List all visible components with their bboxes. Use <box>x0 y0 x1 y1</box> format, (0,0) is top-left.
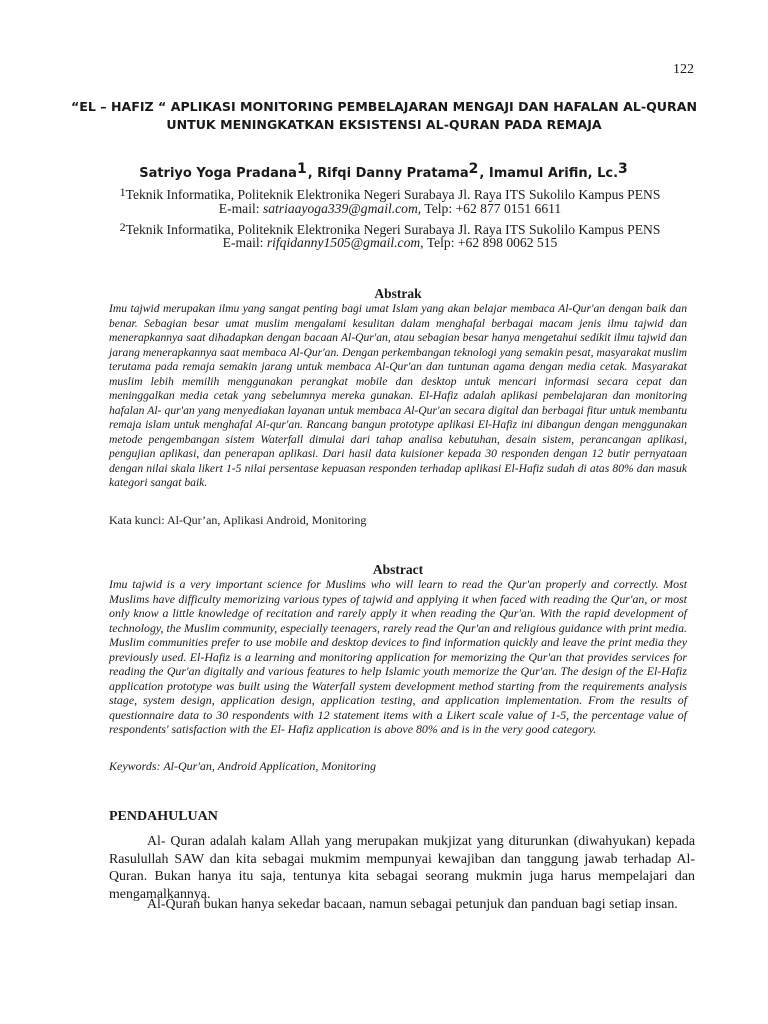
intro-paragraph-1: Al- Quran adalah kalam Allah yang merupakan mukjizat yang diturunkan (diwahyukan) kepada Rasulullah SAW dan kita sebagai mukmim mempunyai kewajiban dan tanggung jawab terhadap Al-Quran. Bukan hanya itu saja, tentunya kita sebagai seorang mukmin juga harus mempelajari dan mengamalkannya. <box>109 834 695 902</box>
author-name: Imamul Arifin, Lc. <box>488 166 619 181</box>
section-heading-pendahuluan: PENDAHULUAN <box>109 809 218 824</box>
email-label: E-mail: <box>218 201 263 216</box>
author-superscript: 1 <box>296 161 307 177</box>
title-line-1: “EL – HAFIZ “ APLIKASI MONITORING PEMBELAJARAN MENGAJI DAN HAFALAN AL-QURAN <box>70 99 698 114</box>
abstrak-heading: Abstrak <box>374 286 422 301</box>
email-address: satriaayoga339@gmail.com, <box>262 201 422 216</box>
abstract-body: Imu tajwid is a very important science for Muslims who will learn to read the Qur'an properly and correctly. Most Muslims have difficulty memorizing various types of tajwid and applying it when faced with reading the Qur'an, or most only know a little knowledge of recitation and rarely apply it when reading the Qur'an. With the rapid development of technology, the Muslim community, especially teenagers, rarely read the Qur'an and religious guidance with print media. Muslim communities prefer to use mobile and desktop devices to find information quickly and leave the print media they previously used. El-Hafiz is a learning and monitoring application for memorizing the Qur'an that provides services for reading the Qur'an digitally and various features to help Islamic youth memorize the Qur'an. The design of the El-Hafiz application prototype was built using the Waterfall system development method starting from the requirements analysis stage, system design, application design, application testing, and application implementation. From the results of questionnaire data to 30 respondents with 12 statement items with a Likert scale value of 1-5, the percentage value of respondents' satisfaction with the El- Hafiz application is above 80% and is in the very good category. <box>109 577 687 736</box>
phone-number: Telp: +62 877 0151 6611 <box>421 201 562 216</box>
author-separator: , <box>479 166 489 181</box>
contact-line-2 <box>80 235 700 251</box>
phone-number: Telp: +62 898 0062 515 <box>423 235 558 250</box>
page-number: 122 <box>673 62 694 77</box>
author-separator: , <box>307 166 318 181</box>
author-name: Rifqi Danny Pratama <box>317 166 469 181</box>
author-superscript: 2 <box>468 161 479 177</box>
affiliation-superscript: 2 <box>119 220 126 234</box>
title-line-2: UNTUK MENINGKATKAN EKSISTENSI AL-QURAN PADA REMAJA <box>166 117 602 132</box>
email-label: E-mail: <box>222 235 267 250</box>
affiliation-text: Teknik Informatika, Politeknik Elektronika Negeri Surabaya Jl. Raya ITS Sukolilo Kampus PENS <box>125 187 661 202</box>
abstrak-body: Imu tajwid merupakan ilmu yang sangat penting bagi umat Islam yang akan belajar membaca Al-Qur'an dengan baik dan benar. Sebagian besar umat muslim mengalami kesulitan dalam menghafal berbagai macam jenis ilmu tajwid dan menerapkannya saat dihadapkan dengan bacaan Al-Qur'an, atau sebagian besar hanya mengetahui sedikit ilmu tajwid dan jarang menerapkannya saat membaca Al-Qur'an. Dengan perkembangan teknologi yang semakin pesat, masyarakat muslim terutama pada remaja semakin jarang untuk membaca Al-Qur'an dan tuntunan agama dengan media cetak. Masyarakat muslim lebih memilih menggunakan perangkat mobile dan desktop untuk mencari informasi secara cepat dan meninggalkan media cetak yang sebelumnya mereka gunakan. El-Hafiz adalah aplikasi pembelajaran dan monitoring hafalan Al- qur'an yang menyediakan layanan untuk membaca Al-Qur'an secara digital dan berbagai fitur untuk membantu remaja islam untuk menghafal Al-qur'an. Rancang bangun prototype aplikasi El-Hafiz ini dibangun dengan menggunakan metode pengembangan sistem Waterfall dimulai dari tahap analisa kebutuhan, desain sistem, perancangan aplikasi, pengujian aplikasi, dan penerapan aplikasi. Dari hasil data kuisioner kepada 30 responden dengan 12 butir pernyataan dengan nilai skala likert 1-5 nilai persentase kepuasan responden terhadap aplikasi El-Hafiz sudah di atas 80% dan masuk kategori sangat baik. <box>109 302 687 489</box>
kata-kunci: Kata kunci: Al-Qur’an, Aplikasi Android, Monitoring <box>109 513 367 527</box>
keywords: Keywords: Al-Qur'an, Android Application, Monitoring <box>109 759 377 773</box>
author-superscript: 3 <box>618 161 628 177</box>
abstract-heading: Abstract <box>372 562 424 577</box>
affiliation-superscript: 1 <box>119 185 126 199</box>
author-list <box>60 161 708 181</box>
affiliation-text: Teknik Informatika, Politeknik Elektronika Negeri Surabaya Jl. Raya ITS Sukolilo Kampus PENS <box>125 222 661 237</box>
paper-title <box>60 98 708 134</box>
intro-paragraph-2: Al-Quran bukan hanya sekedar bacaan, namun sebagai petunjuk dan panduan bagi setiap insan. <box>147 897 678 912</box>
contact-line-1 <box>80 201 700 217</box>
email-address: rifqidanny1505@gmail.com, <box>266 235 424 250</box>
author-name: Satriyo Yoga Pradana <box>139 166 297 181</box>
